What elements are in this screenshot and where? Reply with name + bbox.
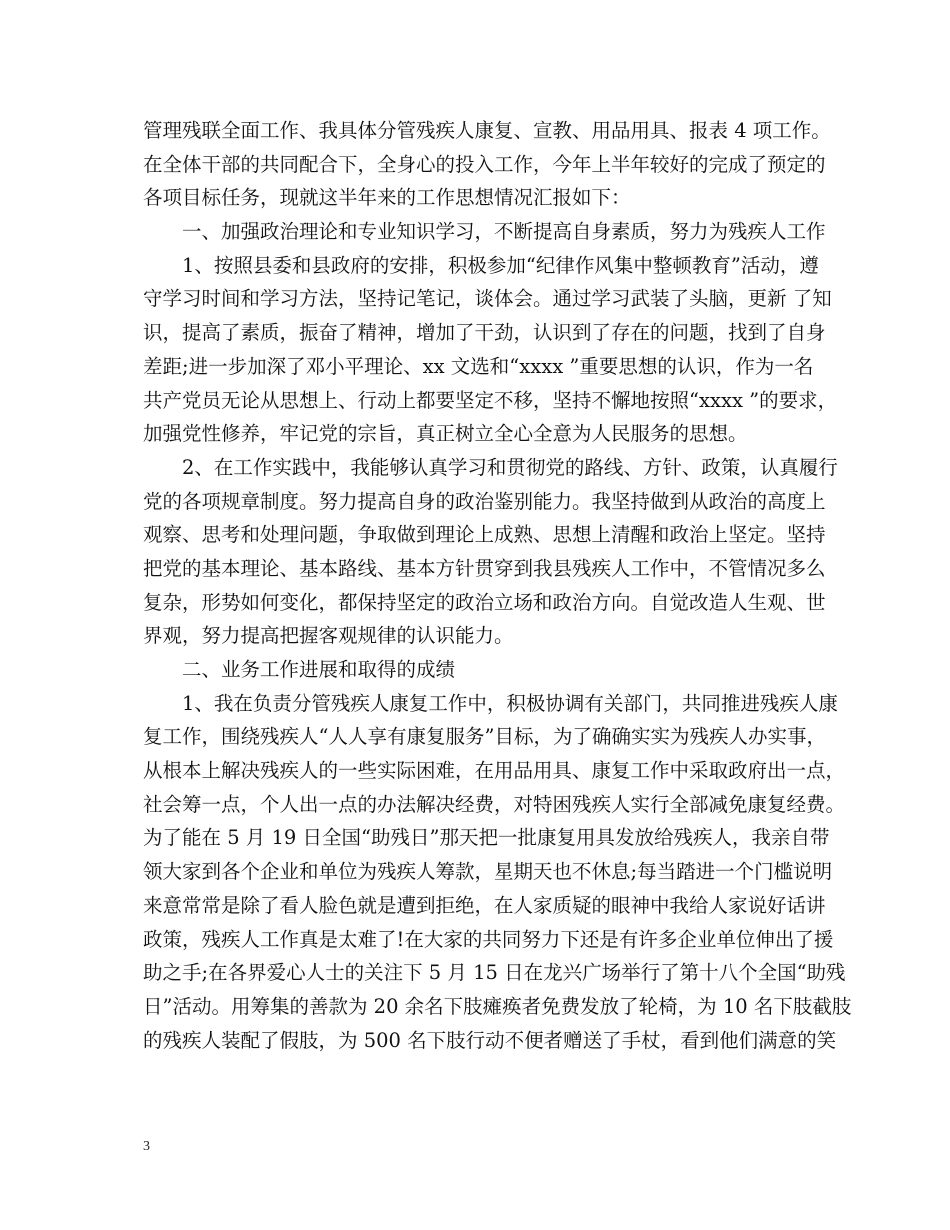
text-line: 为了能在 5 月 19 日全国“助残日”那天把一批康复用具发放给残疾人，我亲自带 [143, 826, 830, 850]
text-line: 守学习时间和学习方法，坚持记笔记，谈体会。通过学习武装了头脑，更新 了知 [143, 287, 832, 311]
text-line: 共产党员无论从思想上、行动上都要坚定不移，坚持不懈地按照“xxxx ”的要求， [143, 388, 838, 412]
text-line: 领大家到各个企业和单位为残疾人筹款，星期天也不休息;每当踏进一个门槛说明 [143, 860, 833, 884]
text-line: 各项目标任务，现就这半年来的工作思想情况汇报如下： [143, 186, 631, 210]
text-line: 社会筹一点，个人出一点的办法解决经费，对特困残疾人实行全部减免康复经费。 [143, 792, 846, 816]
text-line: 在全体干部的共同配合下，全身心的投入工作，今年上半年较好的完成了预定的 [143, 152, 826, 176]
text-line: 日”活动。用筹集的善款为 20 余名下肢瘫痪者免费发放了轮椅，为 10 名下肢截肢 [143, 994, 852, 1018]
section-heading: 一、加强政治理论和专业知识学习，不断提高自身素质，努力为残疾人工作 [182, 220, 826, 244]
text-line: 来意常常是除了看人脸色就是遭到拒绝，在人家质疑的眼神中我给人家说好话讲 [143, 893, 826, 917]
text-line: 党的各项规章制度。努力提高自身的政治鉴别能力。我坚持做到从政治的高度上 [143, 489, 826, 513]
text-line: 的残疾人装配了假肢，为 500 名下肢行动不便者赠送了手杖，看到他们满意的笑 [143, 1028, 837, 1052]
text-line: 助之手;在各界爱心人士的关注下 5 月 15 日在龙兴广场举行了第十八个全国“助残 [143, 961, 846, 985]
page-number: 3 [143, 1139, 150, 1154]
text-line: 复杂，形势如何变化，都保持坚定的政治立场和政治方向。自觉改造人生观、世 [143, 590, 826, 614]
text-line: 识，提高了素质，振奋了精神，增加了干劲，认识到了存在的问题，找到了自身 [143, 321, 826, 345]
document-body [143, 114, 852, 1057]
text-line: 加强党性修养，牢记党的宗旨，真正树立全心全意为人民服务的思想。 [143, 422, 748, 446]
text-line: 差距;进一步加深了邓小平理论、xx 文选和“xxxx ”重要思想的认识，作为一名 [143, 354, 814, 378]
text-line: 复工作，围绕残疾人“人人享有康复服务”目标，为了确确实实为残疾人办实事， [143, 725, 826, 749]
text-line: 政策，残疾人工作真是太难了!在大家的共同努力下还是有许多企业单位伸出了援 [143, 927, 834, 951]
text-line: 界观，努力提高把握客观规律的认识能力。 [143, 624, 514, 648]
text-line: 管理残联全面工作、我具体分管残疾人康复、宣教、用品用具、报表 4 项工作。 [143, 119, 831, 142]
text-line: 从根本上解决残疾人的一些实际困难，在用品用具、康复工作中采取政府出一点， [143, 759, 846, 783]
text-line: 观察、思考和处理问题，争取做到理论上成熟、思想上清醒和政治上坚定。坚持 [143, 523, 826, 547]
text-line: 1、我在负责分管残疾人康复工作中，积极协调有关部门，共同推进残疾人康 [182, 691, 838, 715]
text-line: 1、按照县委和县政府的安排，积极参加“纪律作风集中整顿教育”活动，遵 [182, 253, 819, 277]
text-line: 2、在工作实践中，我能够认真学习和贯彻党的路线、方针、政策，认真履行 [182, 455, 838, 479]
text-line: 把党的基本理论、基本路线、基本方针贯穿到我县残疾人工作中，不管情况多么 [143, 556, 826, 580]
section-heading: 二、业务工作进展和取得的成绩 [182, 658, 456, 681]
